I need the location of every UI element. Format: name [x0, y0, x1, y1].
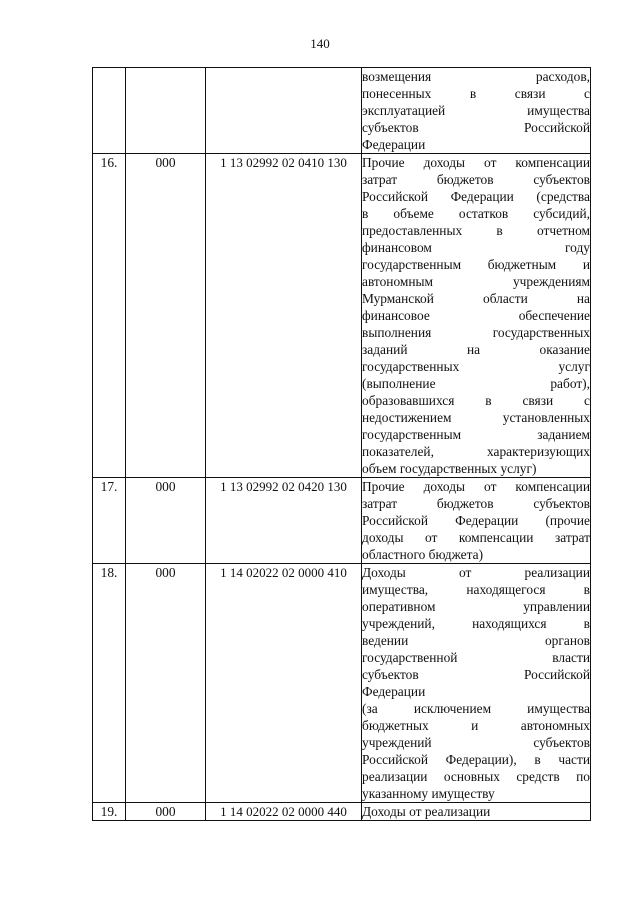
- admin-code-cell: 000: [126, 564, 206, 803]
- budget-codes-table: [92, 67, 591, 821]
- description-line: Федерации: [362, 137, 426, 152]
- description-line: имущества, находящегося в: [362, 582, 590, 597]
- description-line: заданий на оказание: [362, 342, 590, 357]
- budget-code-cell: 1 13 02992 02 0420 130: [206, 478, 362, 564]
- admin-code-cell: 000: [126, 803, 206, 821]
- admin-code-cell: 000: [126, 154, 206, 478]
- description-line: Прочие доходы от компенсации: [362, 479, 590, 494]
- description-line: Федерации: [362, 684, 426, 699]
- description-line: бюджетных и автономных: [362, 718, 590, 733]
- description-line: учреждений, находящихся в: [362, 616, 590, 631]
- admin-code-cell: 000: [126, 478, 206, 564]
- table-row: [93, 478, 591, 564]
- description-line: областного бюджета): [362, 547, 484, 562]
- description-line: финансовое обеспечение: [362, 308, 590, 323]
- description-line: понесенных в связи с: [362, 86, 590, 101]
- row-number-cell: 16.: [93, 154, 126, 478]
- description-line: Российской Федерации (средства: [362, 189, 590, 204]
- description-line: Мурманской области на: [362, 291, 590, 306]
- description-line: реализации основных средств по: [362, 769, 590, 784]
- description-line: ведении органов: [362, 633, 590, 648]
- description-line: эксплуатацией имущества: [362, 103, 590, 118]
- budget-code-cell: [206, 68, 362, 154]
- description-line: (за исключением имущества: [362, 701, 590, 716]
- description-line: Российской Федерации), в части: [362, 752, 590, 767]
- income-description-cell: [362, 478, 591, 564]
- description-line: затрат бюджетов субъектов: [362, 496, 590, 511]
- description-line: государственным бюджетным и: [362, 257, 590, 272]
- table-row: [93, 154, 591, 478]
- budget-code-cell: 1 14 02022 02 0000 440: [206, 803, 362, 821]
- row-number-cell: 18.: [93, 564, 126, 803]
- description-line: объем государственных услуг): [362, 461, 537, 476]
- description-line: указанному имуществу: [362, 786, 495, 801]
- description-line: государственных услуг: [362, 359, 590, 374]
- income-description-cell: [362, 803, 591, 821]
- description-line: выполнения государственных: [362, 325, 590, 340]
- description-line: финансовом году: [362, 240, 590, 255]
- description-line: субъектов Российской: [362, 667, 590, 682]
- description-line: (выполнение работ),: [362, 376, 590, 391]
- description-line: возмещения расходов,: [362, 69, 590, 84]
- description-line: образовавшихся в связи с: [362, 393, 590, 408]
- income-description-cell: [362, 68, 591, 154]
- row-number-cell: 19.: [93, 803, 126, 821]
- description-line: в объеме остатков субсидий,: [362, 206, 590, 221]
- description-line: учреждений субъектов: [362, 735, 590, 750]
- description-line: Доходы от реализации: [362, 565, 590, 580]
- description-line: оперативном управлении: [362, 599, 590, 614]
- row-number-cell: 17.: [93, 478, 126, 564]
- description-line: субъектов Российской: [362, 120, 590, 135]
- description-line: автономным учреждениям: [362, 274, 590, 289]
- description-line: затрат бюджетов субъектов: [362, 172, 590, 187]
- description-line: Прочие доходы от компенсации: [362, 155, 590, 170]
- table-body: [93, 68, 591, 821]
- description-line: государственной власти: [362, 650, 590, 665]
- income-description-cell: [362, 154, 591, 478]
- description-line: государственным заданием: [362, 427, 590, 442]
- admin-code-cell: [126, 68, 206, 154]
- description-line: недостижением установленных: [362, 410, 590, 425]
- budget-code-cell: 1 14 02022 02 0000 410: [206, 564, 362, 803]
- table-row: [93, 68, 591, 154]
- table-row: [93, 803, 591, 821]
- description-line: предоставленных в отчетном: [362, 223, 590, 238]
- table-row: [93, 564, 591, 803]
- row-number-cell: [93, 68, 126, 154]
- budget-code-cell: 1 13 02992 02 0410 130: [206, 154, 362, 478]
- description-line: Российской Федерации (прочие: [362, 513, 590, 528]
- description-line: доходы от компенсации затрат: [362, 530, 590, 545]
- description-line: показателей, характеризующих: [362, 444, 590, 459]
- description-line: Доходы от реализации: [362, 804, 491, 819]
- income-description-cell: [362, 564, 591, 803]
- page-number: 140: [310, 36, 330, 51]
